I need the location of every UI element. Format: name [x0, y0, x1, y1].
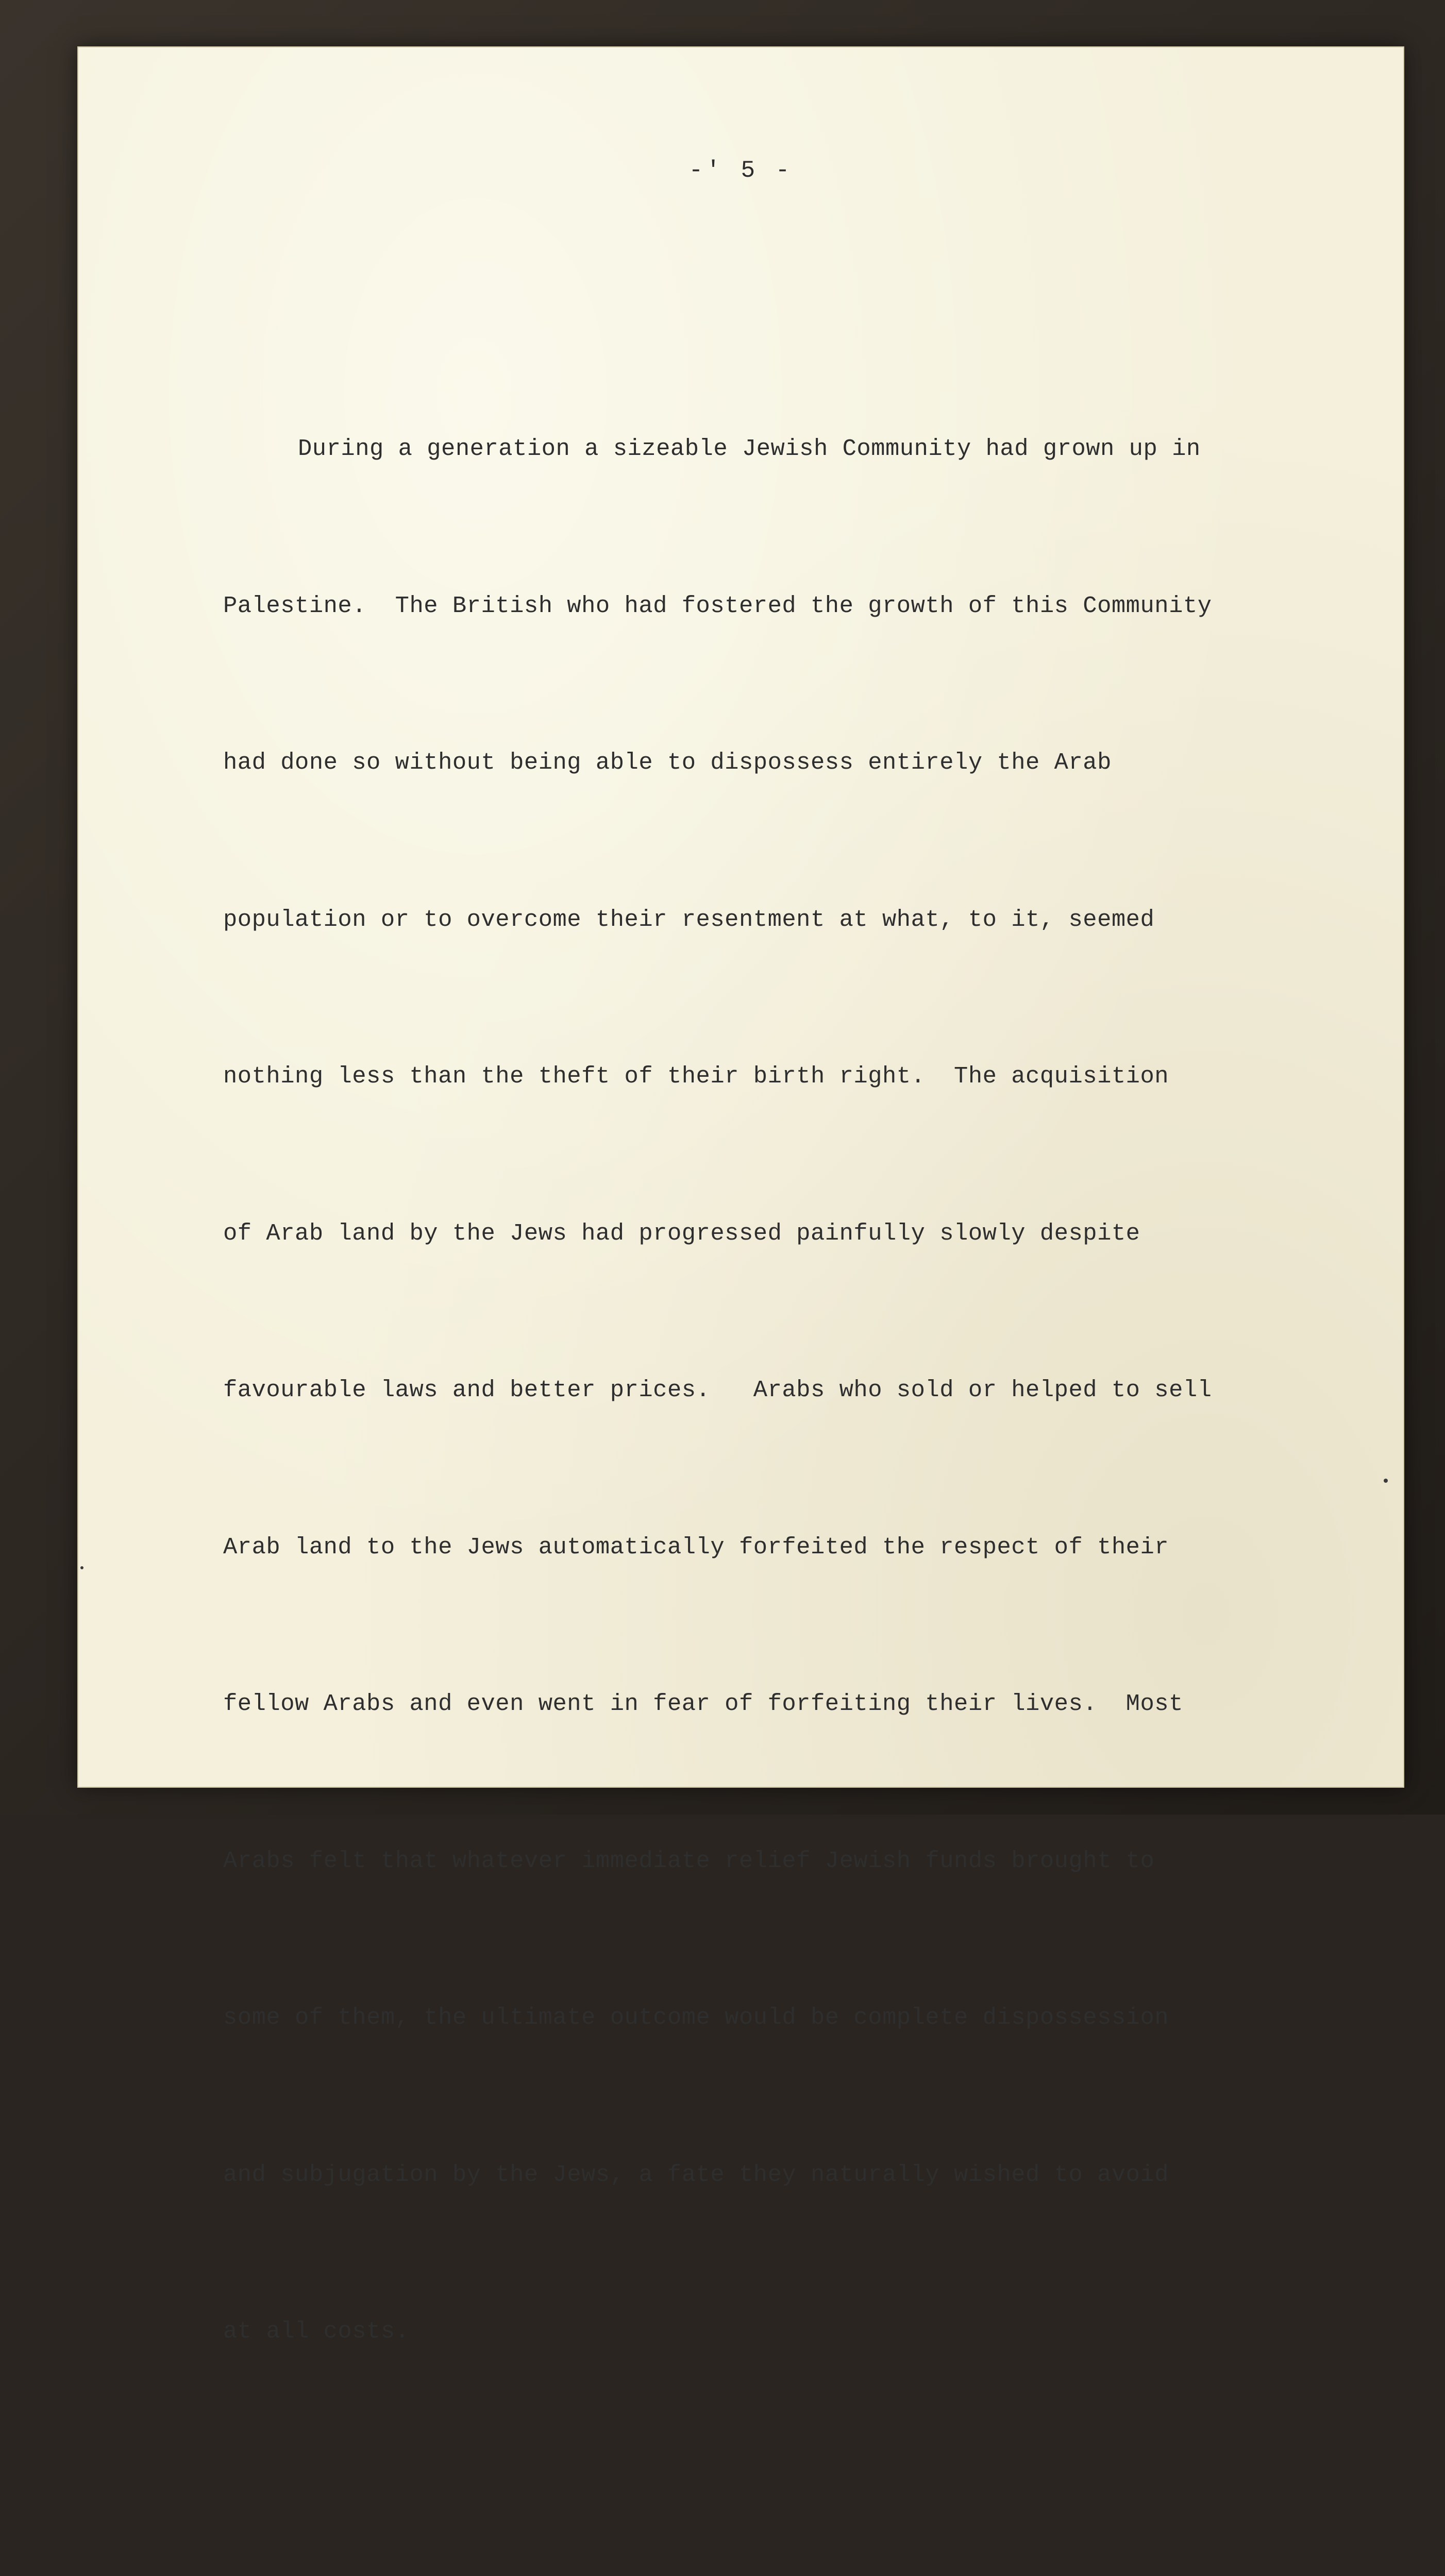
text-line: Arab land to the Jews automatically forfeited the respect of their [223, 1521, 1403, 1574]
text-line: Palestine. The British who had fostered the growth of this Community [223, 580, 1403, 633]
text-line: Arabs felt that whatever immediate relief Jewish funds brought to [223, 1835, 1403, 1888]
text-line: population or to overcome their resentment at what, to it, seemed [223, 894, 1403, 946]
text-line: some of them, the ultimate outcome would be complete dispossession [223, 1992, 1403, 2044]
text-line: During a generation a sizeable Jewish Community had grown up in [223, 423, 1403, 476]
text-line: of Arab land by the Jews had progressed painfully slowly despite [223, 1208, 1403, 1260]
paragraph-2 [223, 2567, 1403, 2576]
document-page [77, 46, 1404, 1788]
document-body [223, 214, 1403, 2576]
paper-speck [80, 1566, 83, 1569]
text-line: and subjugation by the Jews, a fate they naturally wished to avoid [223, 2149, 1403, 2201]
paragraph-1 [223, 318, 1403, 2463]
text-line: favourable laws and better prices. Arabs who sold or helped to sell [223, 1364, 1403, 1417]
text-line: had done so without being able to dispossess entirely the Arab [223, 737, 1403, 789]
text-line: nothing less than the theft of their birth right. The acquisition [223, 1050, 1403, 1103]
page-number: -' 5 - [77, 157, 1404, 184]
text-line: fellow Arabs and even went in fear of forfeiting their lives. Most [223, 1678, 1403, 1731]
text-line: at all costs. [223, 2306, 1403, 2358]
paper-speck [1384, 1479, 1388, 1483]
